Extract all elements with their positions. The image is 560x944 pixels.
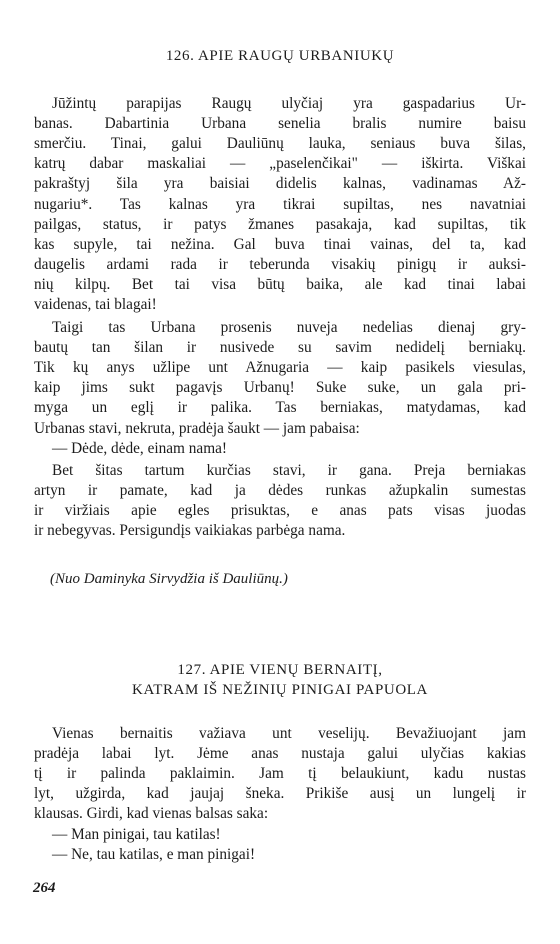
text-line: klausas. Girdi, kad vienas balsas saka: <box>34 805 269 823</box>
text-line: myga un eglį ir palika. Tas berniakas, matydamas, kad <box>34 399 526 417</box>
text-line: Tik kų anys užlipe unt Ažnugaria — kaip pasikels viesulas, <box>34 359 526 377</box>
text-line: nugariu*. Tas kalnas yra tikrai supiltas, nes navatniai <box>34 195 526 213</box>
text-line: lyt, užgirda, kad jaujaj šneka. Prikiše ausį un lungelį ir <box>34 785 526 803</box>
story-127-title-line-1: 127. APIE VIENŲ BERNAITĮ, <box>177 662 383 678</box>
text-line: — Ne, tau katilas, e man pinigai! <box>52 845 256 863</box>
text-line: pradėja labai lyt. Jėme anas nustaja galui ulyčias kakias <box>34 745 526 763</box>
text-line: pailgas, status, ir patys žmanes pasakaja, kad supiltas, tik <box>34 215 526 233</box>
story-126-source: (Nuo Daminyka Sirvydžia iš Dauliūnų.) <box>50 571 288 587</box>
text-line: Bet šitas tartum kurčias stavi, ir gana. Preja berniakas <box>52 462 526 479</box>
text-line: kas supyle, tai nežina. Gal buva tinai vainas, del ta, kad <box>34 235 526 253</box>
text-line: katrų dabar maskaliai — „paselenčikai" — iškirta. Viškai <box>34 155 526 173</box>
text-line: bautų tan šilan ir nusivede su savim nedidelį berniakų. <box>34 339 526 357</box>
text-line: — Dėde, dėde, einam nama! <box>52 439 227 457</box>
text-line: artyn ir pamate, kad ja dėdes runkas ažupkalin sumestas <box>34 482 526 500</box>
text-line: — Man pinigai, tau katilas! <box>52 825 221 843</box>
story-126-title: 126. APIE RAUGŲ URBANIUKŲ <box>165 48 395 64</box>
text-line: Vienas bernaitis važiava unt veselijų. Bevažiuojant jam <box>52 725 526 742</box>
story-127-title-line-2: KATRAM IŠ NEŽINIŲ PINIGAI PAPUOLA <box>132 682 428 698</box>
text-line: ir viržiais apie egles prisuktas, e anas pats visas juodas <box>34 502 526 520</box>
text-line: pakraštyj šila yra baisiai didelis kalnas, vadinamas Až- <box>34 175 526 193</box>
text-line: banas. Dabartinia Urbana senelia bralis numire baisu <box>34 115 526 133</box>
text-line: ir nebegyvas. Persigundįs vaikiakas parbėga nama. <box>34 522 346 540</box>
story-127-title <box>0 660 560 700</box>
text-line: Jūžintų parapijas Raugų ulyčiaj yra gaspadarius Ur- <box>52 95 526 112</box>
text-line: Urbanas stavi, nekruta, pradėja šaukt — jam pabaisa: <box>34 419 360 437</box>
text-line: tį ir palinda paklaimin. Jam tį belaukiunt, kadu nustas <box>34 765 526 783</box>
text-line: vaidenas, tai blagai! <box>34 296 157 313</box>
text-line: Taigi tas Urbana prosenis nuveja nedelias dienaj gry- <box>52 319 526 336</box>
text-line: smerčiu. Tinai, galui Dauliūnų lauka, seniaus buva šilas, <box>34 135 526 153</box>
text-line: daugelis ardami rada ir teberunda visakių pinigų ir auksi- <box>34 255 526 273</box>
text-line: nių kilpų. Bet tai visa būtų baika, ale kad tinai labai <box>34 275 526 293</box>
page-number: 264 <box>33 880 56 896</box>
text-line: kaip jims sukt pagavįs Urbanų! Suke suke, un gala pri- <box>34 379 526 397</box>
